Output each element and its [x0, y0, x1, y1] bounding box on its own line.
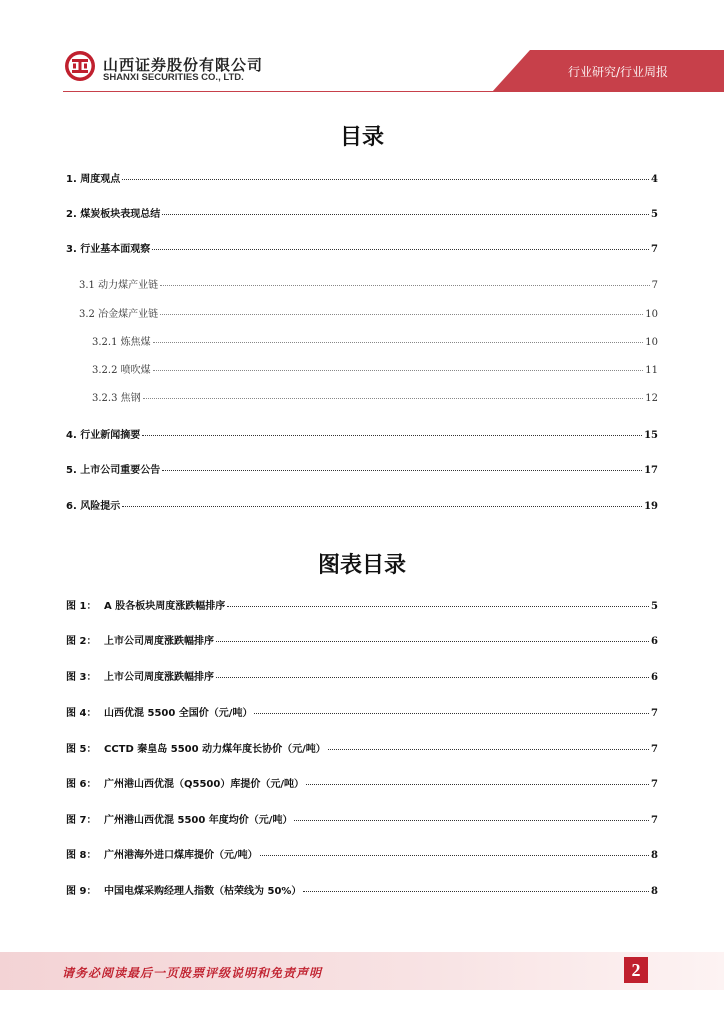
toc-entry-page: 7 [651, 244, 658, 255]
toc-entry[interactable] [79, 305, 658, 320]
toc-entry[interactable] [66, 497, 658, 512]
figure-entry[interactable] [66, 632, 658, 647]
figure-label: 中国电煤采购经理人指数（枯荣线为 50%） [104, 886, 302, 897]
figure-label: CCTD 秦皇岛 5500 动力煤年度长协价（元/吨） [104, 744, 326, 755]
figure-number: 图 5： [66, 744, 97, 755]
figure-entry[interactable] [66, 882, 658, 897]
toc-entry-page: 19 [644, 501, 658, 512]
toc-entry[interactable] [66, 426, 658, 441]
figure-entry[interactable] [66, 704, 658, 719]
toc-entry-label: 3.2 冶金煤产业链 [79, 309, 159, 320]
figure-entry[interactable] [66, 597, 658, 612]
toc-entry-label: 3.2.2 喷吹煤 [92, 365, 151, 376]
company-name-en: SHANXI SECURITIES CO., LTD. [103, 72, 244, 83]
figure-number: 图 7： [66, 815, 97, 826]
figure-number: 图 4： [66, 708, 97, 719]
figure-page: 7 [651, 744, 658, 755]
toc-entry-label: 5. 上市公司重要公告 [66, 465, 161, 476]
toc-entry-label: 3.2.1 炼焦煤 [92, 337, 151, 348]
figure-entry[interactable] [66, 775, 658, 790]
figure-label: 广州港山西优混（Q5500）库提价（元/吨） [104, 779, 304, 790]
figure-entry[interactable] [66, 846, 658, 861]
figure-number: 图 2： [66, 636, 97, 647]
toc-entry-label: 3.2.3 焦钢 [92, 393, 141, 404]
figure-entry[interactable] [66, 811, 658, 826]
toc-entry-label: 3. 行业基本面观察 [66, 244, 151, 255]
company-logo-icon [64, 50, 96, 82]
toc-entry-label: 1. 周度观点 [66, 174, 121, 185]
figure-page: 6 [651, 636, 658, 647]
figure-number: 图 3： [66, 672, 97, 683]
figure-page: 7 [651, 779, 658, 790]
toc-entry[interactable] [79, 276, 658, 291]
figure-page: 7 [651, 815, 658, 826]
toc-entry-page: 11 [645, 365, 658, 376]
toc-entry-label: 4. 行业新闻摘要 [66, 430, 141, 441]
figure-label: 广州港山西优混 5500 年度均价（元/吨） [104, 815, 293, 826]
toc-entry-label: 3.1 动力煤产业链 [79, 280, 159, 291]
figures-title: 图表目录 [317, 553, 406, 578]
figure-label: 山西优混 5500 全国价（元/吨） [104, 708, 253, 719]
figure-number: 图 8： [66, 850, 97, 861]
toc-entry-label: 6. 风险提示 [66, 501, 121, 512]
toc-entry-page: 7 [651, 280, 658, 291]
figure-page: 8 [651, 850, 658, 861]
toc-entry[interactable] [66, 205, 658, 220]
footer-disclaimer: 请务必阅读最后一页股票评级说明和免责声明 [62, 966, 323, 980]
figure-label: 上市公司周度涨跌幅排序 [104, 672, 214, 683]
toc-entry-page: 10 [645, 309, 658, 320]
figure-entry[interactable] [66, 740, 658, 755]
toc-entry[interactable] [92, 361, 658, 376]
figure-label: 上市公司周度涨跌幅排序 [104, 636, 214, 647]
figure-number: 图 6： [66, 779, 97, 790]
figure-page: 7 [651, 708, 658, 719]
toc-entry[interactable] [66, 170, 658, 185]
figure-label: 广州港海外进口煤库提价（元/吨） [104, 850, 258, 861]
report-type: 行业研究/行业周报 [567, 65, 668, 79]
figure-label: A 股各板块周度涨跌幅排序 [104, 601, 226, 612]
page-number: 2 [624, 957, 648, 983]
figure-entry[interactable] [66, 668, 658, 683]
toc-entry[interactable] [92, 333, 658, 348]
header-divider [63, 91, 724, 92]
toc-entry[interactable] [66, 461, 658, 476]
figure-page: 5 [651, 601, 658, 612]
company-name-cn: 山西证券股份有限公司 [103, 56, 264, 74]
toc-entry-page: 17 [644, 465, 658, 476]
figure-page: 8 [651, 886, 658, 897]
toc-entry-page: 15 [644, 430, 658, 441]
toc-entry[interactable] [66, 240, 658, 255]
toc-entry-page: 12 [645, 393, 658, 404]
toc-entry-page: 5 [651, 209, 658, 220]
toc-entry-page: 10 [645, 337, 658, 348]
toc-entry-page: 4 [651, 174, 658, 185]
figure-number: 图 1： [66, 601, 97, 612]
figure-page: 6 [651, 672, 658, 683]
toc-entry[interactable] [92, 389, 658, 404]
page-header [0, 0, 724, 100]
figure-number: 图 9： [66, 886, 97, 897]
toc-title: 目录 [339, 125, 384, 150]
toc-entry-label: 2. 煤炭板块表现总结 [66, 209, 161, 220]
